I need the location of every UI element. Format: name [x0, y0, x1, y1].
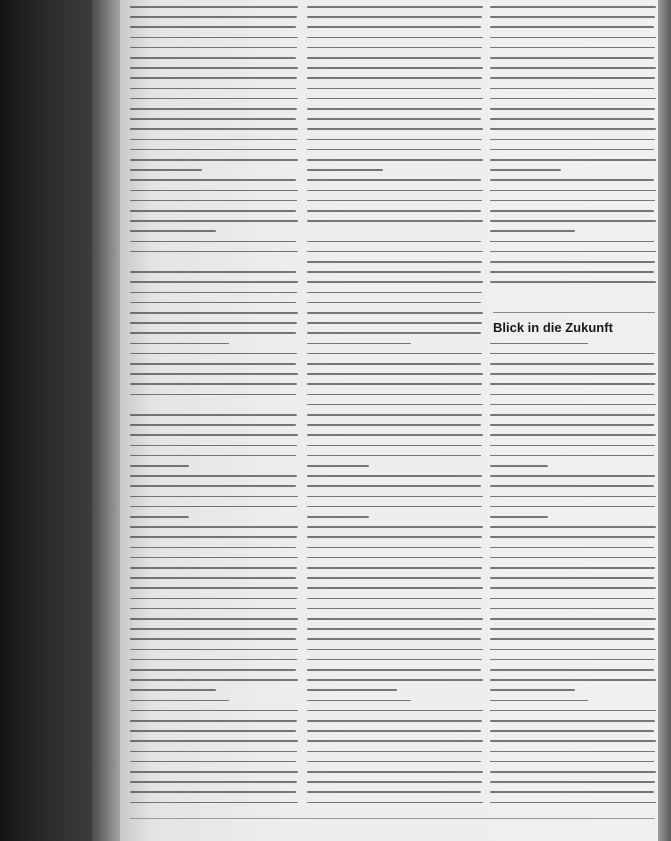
text-line [307, 689, 397, 691]
text-line [130, 618, 298, 620]
text-line [490, 587, 656, 589]
text-line [130, 802, 298, 804]
text-line [307, 679, 483, 681]
text-line [130, 343, 229, 345]
text-line [130, 414, 297, 416]
text-line [307, 302, 481, 304]
text-line [307, 98, 483, 100]
footer-rule [130, 818, 655, 819]
text-column-3 [490, 4, 660, 816]
text-line [307, 26, 481, 28]
text-line [307, 6, 483, 8]
text-line [130, 77, 297, 79]
text-line [130, 190, 298, 192]
text-line [490, 67, 656, 69]
text-line [307, 434, 483, 436]
text-line [130, 98, 298, 100]
text-line [490, 567, 655, 569]
text-line [130, 781, 297, 783]
text-line [307, 67, 483, 69]
text-line [307, 139, 482, 141]
text-line [130, 628, 297, 630]
text-line [130, 16, 297, 18]
text-line [490, 98, 656, 100]
text-line [490, 57, 654, 59]
text-line [490, 720, 655, 722]
text-line [490, 26, 654, 28]
text-line [307, 771, 483, 773]
text-line [490, 781, 655, 783]
text-line [307, 710, 483, 712]
text-line [307, 577, 481, 579]
text-line [130, 353, 297, 355]
text-line [307, 414, 482, 416]
text-line [490, 638, 654, 640]
text-line [130, 292, 297, 294]
text-line [307, 496, 483, 498]
text-line [490, 241, 654, 243]
text-line [490, 628, 655, 630]
text-line [130, 47, 297, 49]
text-line [130, 118, 296, 120]
text-line [307, 781, 482, 783]
text-line [130, 241, 296, 243]
text-line [130, 332, 296, 334]
text-line [307, 567, 482, 569]
text-line [307, 373, 483, 375]
text-line [307, 547, 481, 549]
text-line [130, 281, 298, 283]
text-line [130, 169, 202, 171]
text-line [490, 485, 654, 487]
text-line [490, 37, 656, 39]
text-line [490, 679, 656, 681]
text-line [490, 200, 655, 202]
text-line [130, 230, 216, 232]
text-line [307, 159, 483, 161]
text-line [307, 292, 482, 294]
text-line [307, 638, 481, 640]
text-line [307, 200, 482, 202]
text-line [307, 455, 481, 457]
text-line [490, 771, 656, 773]
text-line [130, 424, 296, 426]
text-line [307, 118, 481, 120]
text-line [490, 47, 655, 49]
text-line [490, 424, 654, 426]
text-line [307, 169, 383, 171]
text-line [307, 424, 481, 426]
text-line [490, 536, 655, 538]
text-line [307, 332, 481, 334]
text-line [130, 659, 297, 661]
text-line [307, 526, 483, 528]
text-line [490, 669, 654, 671]
text-line [490, 434, 656, 436]
text-line [490, 353, 655, 355]
text-line [307, 669, 481, 671]
text-line [307, 506, 482, 508]
text-line [130, 108, 297, 110]
text-line [130, 302, 296, 304]
text-line [130, 485, 296, 487]
journal-footer [560, 821, 655, 833]
text-line [307, 261, 482, 263]
text-line [130, 67, 298, 69]
text-line [130, 761, 296, 763]
text-line [307, 88, 481, 90]
text-line [490, 659, 655, 661]
text-line [130, 57, 296, 59]
text-line [130, 149, 296, 151]
text-line [307, 608, 481, 610]
text-line [490, 496, 656, 498]
text-line [490, 271, 654, 273]
text-line [490, 710, 656, 712]
text-line [307, 659, 482, 661]
text-line [307, 751, 482, 753]
text-line [307, 322, 482, 324]
text-line [130, 516, 189, 518]
text-line [130, 536, 297, 538]
text-line [307, 536, 482, 538]
text-line [490, 251, 656, 253]
text-line [490, 649, 656, 651]
text-line [307, 281, 483, 283]
text-line [490, 802, 656, 804]
text-line [130, 88, 296, 90]
text-line [307, 190, 483, 192]
text-line [130, 751, 297, 753]
text-line [490, 6, 656, 8]
text-line [130, 26, 296, 28]
text-line [307, 791, 481, 793]
text-line [307, 557, 483, 559]
text-line [307, 394, 481, 396]
text-line [490, 761, 654, 763]
text-column-1 [130, 4, 300, 816]
text-line [307, 149, 481, 151]
text-line [307, 516, 369, 518]
text-line [130, 6, 298, 8]
text-line [130, 434, 298, 436]
text-line [490, 577, 654, 579]
text-line [490, 516, 548, 518]
text-line [307, 108, 482, 110]
text-line [307, 761, 481, 763]
text-line [130, 394, 296, 396]
text-line [490, 506, 655, 508]
text-line [307, 700, 411, 702]
text-line [130, 179, 296, 181]
text-line [307, 363, 481, 365]
text-line [307, 128, 483, 130]
text-line [490, 526, 656, 528]
text-line [490, 220, 656, 222]
section-heading: Blick in die Zukunft [493, 320, 613, 335]
text-line [307, 37, 483, 39]
text-line [307, 445, 482, 447]
text-line [307, 179, 481, 181]
text-line [307, 343, 411, 345]
heading-rule [493, 312, 655, 313]
text-line [307, 802, 483, 804]
page-number [131, 821, 161, 833]
text-line [490, 139, 655, 141]
text-line [490, 363, 654, 365]
text-line [130, 567, 297, 569]
text-line [490, 190, 656, 192]
text-line [307, 649, 483, 651]
text-line [130, 496, 298, 498]
text-line [130, 557, 298, 559]
text-line [490, 230, 575, 232]
text-line [307, 47, 482, 49]
text-line [130, 312, 298, 314]
text-line [130, 700, 229, 702]
text-line [307, 587, 483, 589]
text-line [307, 404, 483, 406]
text-line [130, 455, 296, 457]
text-line [130, 649, 298, 651]
text-line [490, 557, 656, 559]
text-line [490, 281, 656, 283]
text-line [307, 730, 481, 732]
text-line [130, 322, 297, 324]
text-line [307, 312, 483, 314]
text-line [490, 414, 655, 416]
text-line [130, 587, 298, 589]
text-line [307, 210, 481, 212]
text-line [130, 506, 297, 508]
text-line [490, 751, 655, 753]
text-line [130, 547, 296, 549]
text-line [490, 261, 655, 263]
text-line [130, 730, 296, 732]
text-line [490, 547, 654, 549]
text-line [490, 730, 654, 732]
text-line [130, 200, 297, 202]
text-line [490, 404, 656, 406]
text-line [130, 373, 298, 375]
text-line [130, 475, 297, 477]
text-line [130, 689, 216, 691]
text-line [307, 628, 482, 630]
text-line [490, 108, 655, 110]
text-line [490, 128, 656, 130]
text-line [130, 679, 298, 681]
text-line [490, 445, 655, 447]
text-line [490, 77, 655, 79]
text-line [307, 485, 481, 487]
text-line [130, 383, 297, 385]
text-line [130, 210, 296, 212]
text-line [490, 169, 561, 171]
text-line [130, 669, 296, 671]
text-line [130, 771, 298, 773]
text-line [130, 598, 297, 600]
text-line [490, 475, 655, 477]
text-line [130, 271, 296, 273]
text-line [307, 77, 482, 79]
text-line [490, 394, 654, 396]
text-line [490, 343, 588, 345]
text-line [490, 383, 655, 385]
text-line [490, 689, 575, 691]
text-line [130, 159, 298, 161]
text-line [490, 159, 656, 161]
text-line [490, 88, 654, 90]
text-line [490, 740, 656, 742]
text-line [130, 526, 298, 528]
text-line [490, 618, 656, 620]
text-line [130, 577, 296, 579]
text-line [490, 791, 654, 793]
text-line [307, 465, 369, 467]
text-line [307, 16, 482, 18]
text-line [130, 791, 296, 793]
text-line [307, 220, 483, 222]
text-line [307, 475, 482, 477]
text-line [490, 608, 654, 610]
text-line [307, 618, 483, 620]
text-line [307, 57, 481, 59]
text-line [307, 353, 482, 355]
text-line [490, 149, 654, 151]
text-line [130, 220, 298, 222]
text-column-2 [307, 4, 485, 816]
text-line [307, 251, 483, 253]
text-line [490, 16, 655, 18]
text-line [307, 271, 481, 273]
text-line [130, 445, 297, 447]
text-line [130, 638, 296, 640]
text-line [490, 598, 655, 600]
text-line [130, 608, 296, 610]
text-line [130, 465, 189, 467]
text-line [130, 128, 298, 130]
text-line [307, 598, 482, 600]
text-line [130, 720, 297, 722]
text-line [307, 241, 481, 243]
text-line [490, 465, 548, 467]
text-line [130, 139, 297, 141]
text-line [490, 118, 654, 120]
text-line [307, 720, 482, 722]
text-line [130, 710, 298, 712]
text-line [490, 455, 654, 457]
text-line [490, 179, 654, 181]
text-line [307, 740, 483, 742]
text-line [490, 700, 588, 702]
text-line [130, 740, 298, 742]
text-line [490, 373, 656, 375]
text-line [307, 383, 482, 385]
text-line [490, 210, 654, 212]
text-line [130, 37, 298, 39]
text-line [130, 251, 298, 253]
text-line [130, 363, 296, 365]
